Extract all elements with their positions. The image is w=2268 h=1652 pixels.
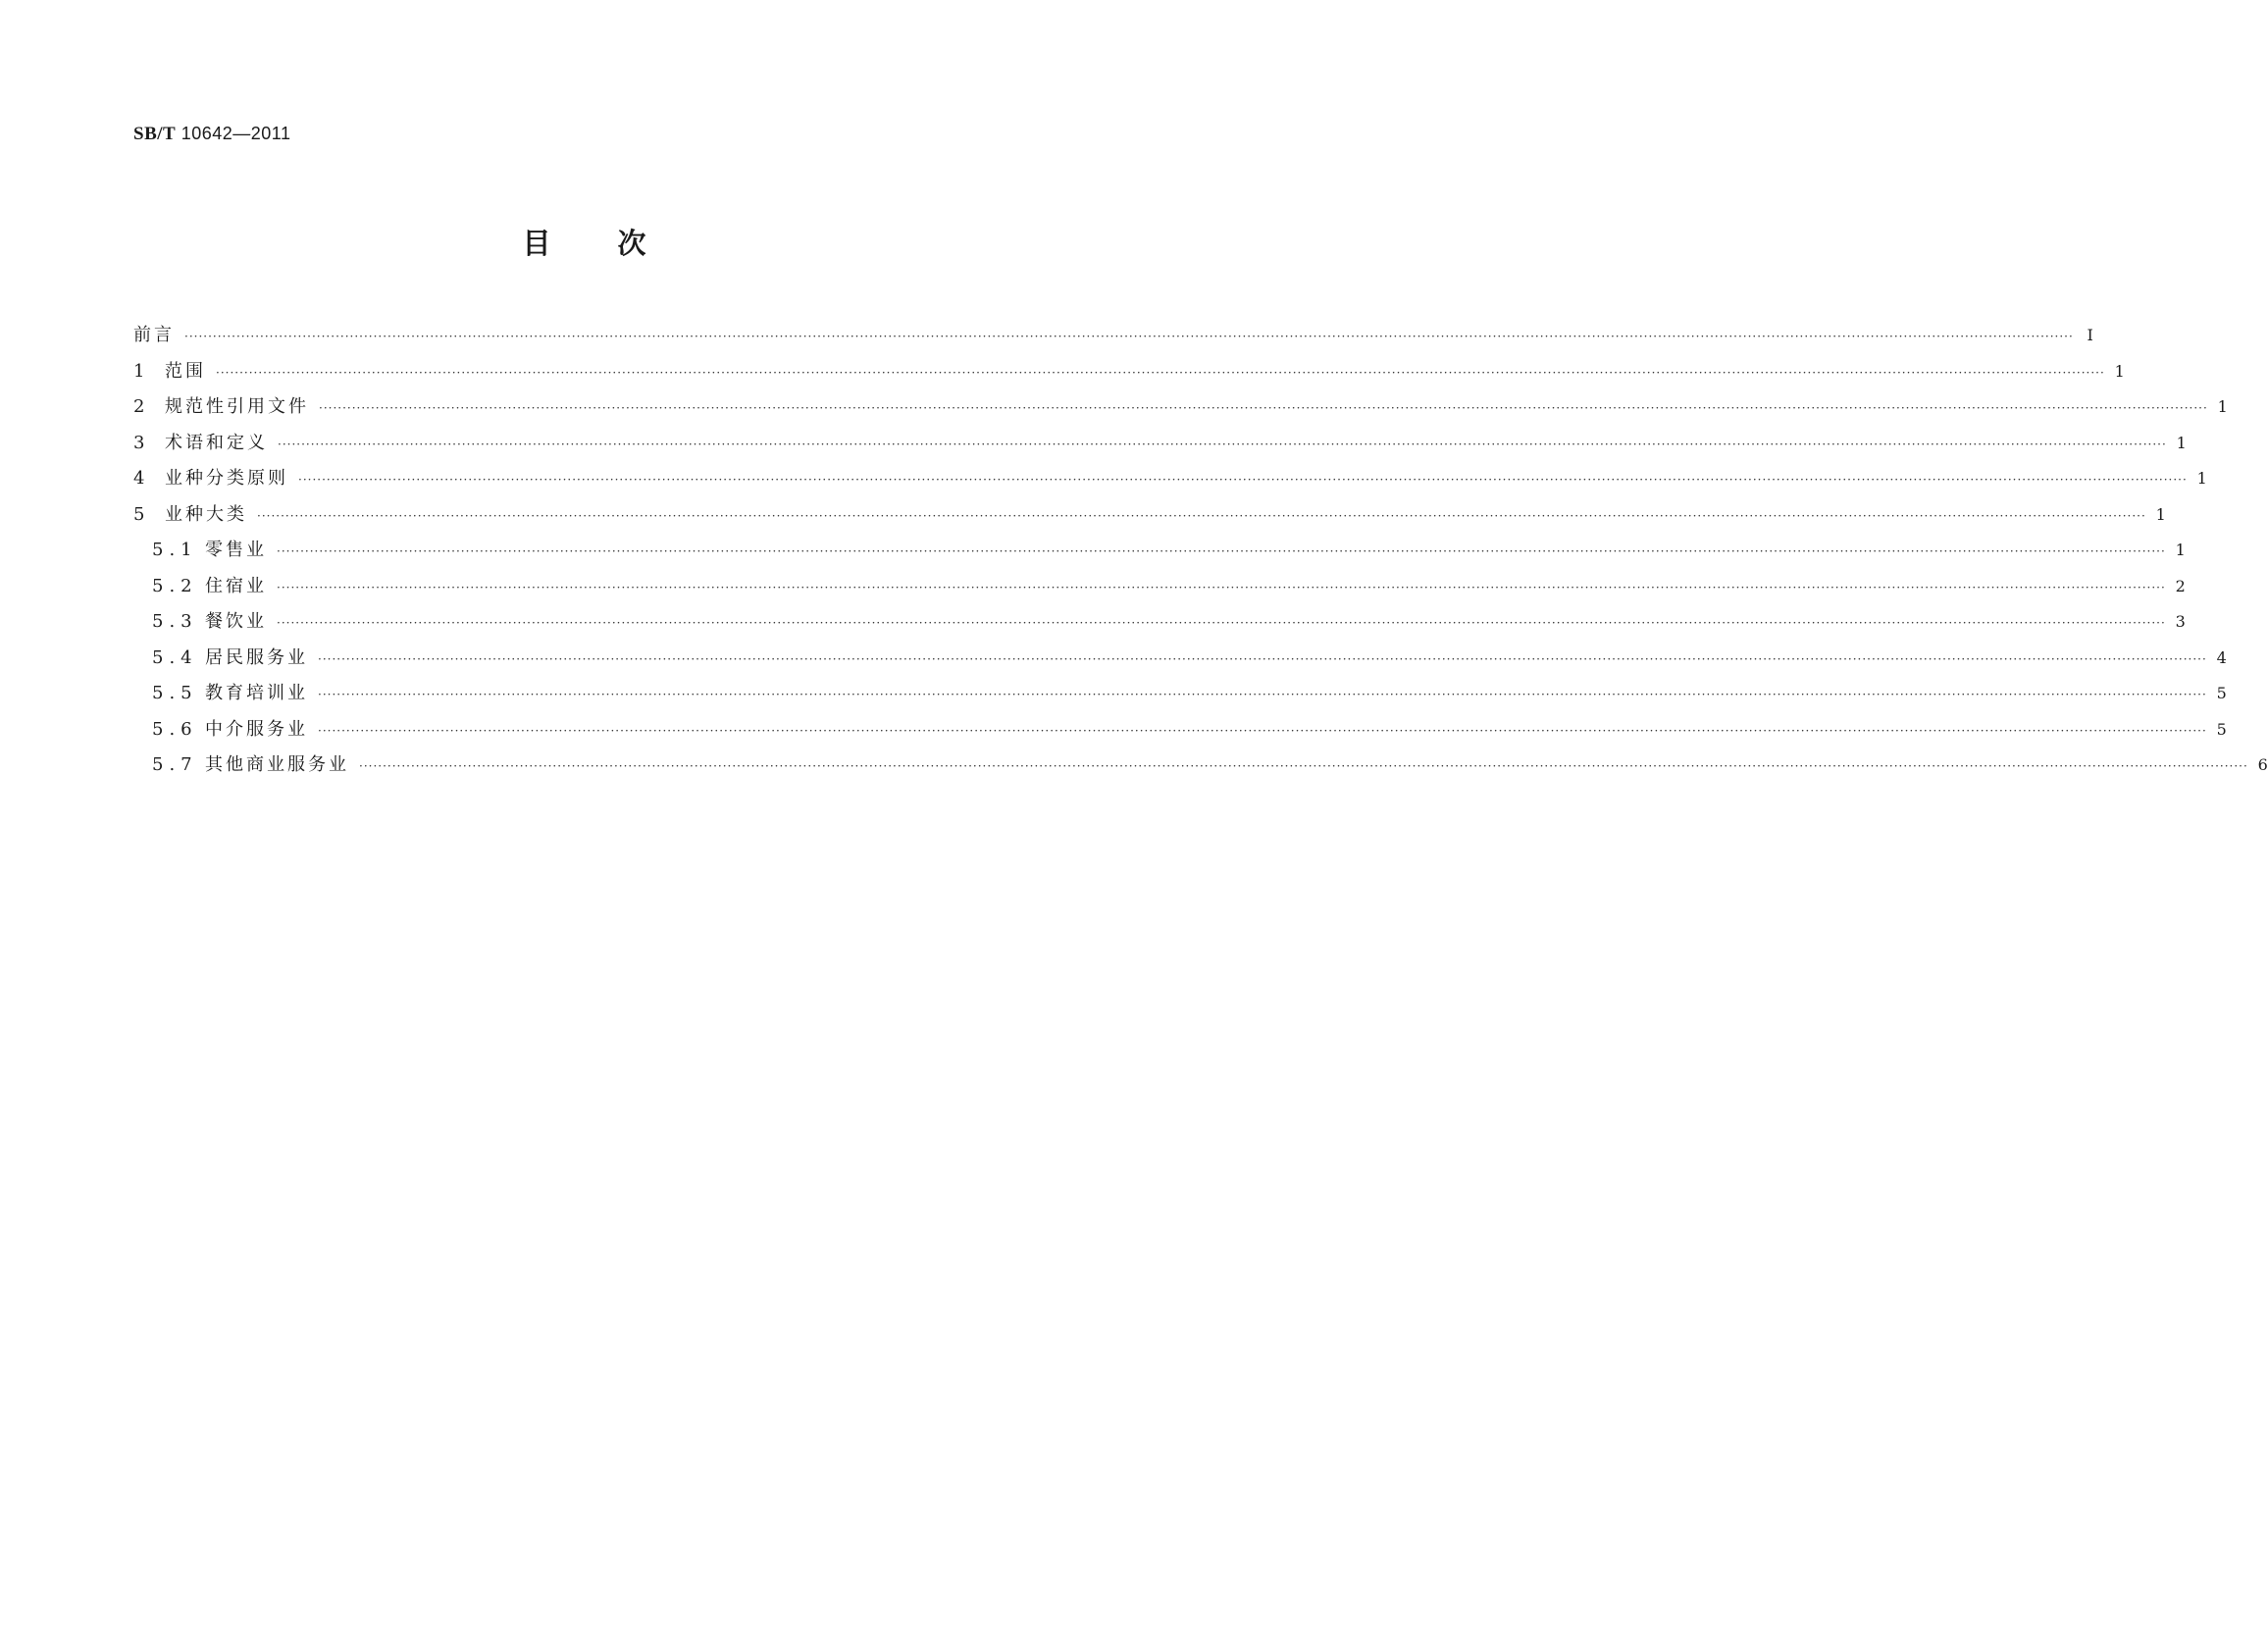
toc-entry-page: 5 — [2216, 684, 2227, 702]
toc-entry-number: 5.5 — [152, 683, 198, 703]
toc-entry-number: 5.1 — [152, 540, 198, 560]
toc-dot-leader: ················································································································································································································································································································································································································ — [359, 759, 2248, 773]
toc-dot-leader: ················································································································································································································································································································································································································ — [319, 401, 2208, 415]
toc-entry[interactable] — [133, 464, 2207, 500]
toc-entry-number: 3 — [133, 432, 147, 453]
toc-dot-leader: ················································································································································································································································································································································································································ — [298, 473, 2188, 487]
toc-entry-label: 住宿业 — [205, 575, 267, 596]
toc-dot-leader: ················································································································································································································································································································································································································ — [318, 688, 2207, 701]
toc-entry-page: 1 — [2217, 397, 2228, 416]
toc-entry-label: 中介服务业 — [205, 718, 308, 740]
toc-entry[interactable] — [133, 572, 2186, 608]
toc-dot-leader: ················································································································································································································································································································································································································ — [277, 580, 2166, 594]
document-code — [133, 124, 290, 145]
toc-entry[interactable] — [133, 715, 2227, 751]
toc-entry-label: 前言 — [133, 325, 175, 345]
toc-entry-number: 5.4 — [152, 646, 198, 668]
toc-entry[interactable] — [133, 429, 2187, 465]
toc-entry-label: 规范性引用文件 — [165, 396, 309, 417]
toc-entry-number: 5.3 — [152, 611, 198, 632]
toc-entry-page: 6 — [2257, 755, 2268, 774]
toc-dot-leader: ················································································································································································································································································································································································································ — [277, 544, 2166, 558]
toc-entry[interactable] — [133, 536, 2186, 572]
toc-entry[interactable] — [133, 750, 2268, 787]
table-of-contents — [133, 321, 2268, 787]
toc-entry-page: 5 — [2216, 719, 2227, 739]
toc-dot-leader: ················································································································································································································································································································································································································ — [318, 651, 2207, 666]
toc-dot-leader: ················································································································································································································································································································································································································ — [318, 723, 2207, 738]
toc-entry-page: 1 — [2196, 469, 2207, 488]
toc-entry-number: 5.7 — [152, 754, 198, 775]
toc-entry-page: 1 — [2175, 541, 2186, 559]
toc-entry[interactable] — [133, 644, 2227, 680]
toc-entry-page: 3 — [2175, 612, 2186, 631]
toc-entry-page: 1 — [2176, 433, 2187, 452]
toc-dot-leader: ················································································································································································································································································································································································································ — [257, 508, 2146, 523]
toc-entry-page: 2 — [2175, 576, 2186, 595]
toc-entry-number: 1 — [133, 360, 147, 382]
toc-entry-label: 零售业 — [205, 540, 267, 560]
toc-entry-number: 5.2 — [152, 575, 198, 596]
toc-entry-label: 业种分类原则 — [165, 468, 288, 489]
toc-entry-label: 范围 — [165, 360, 206, 382]
document-code-prefix: SB/T — [133, 124, 177, 144]
toc-entry-label: 餐饮业 — [205, 611, 267, 632]
toc-entry[interactable] — [133, 392, 2228, 429]
toc-entry-label: 术语和定义 — [165, 432, 268, 453]
toc-entry-page: 1 — [2155, 504, 2166, 524]
toc-dot-leader: ················································································································································································································································································································································································································ — [184, 330, 2074, 343]
toc-entry-page: 1 — [2114, 361, 2125, 381]
toc-entry-label: 其他商业服务业 — [205, 754, 349, 775]
toc-entry-label: 居民服务业 — [205, 646, 308, 668]
toc-entry-page: Ⅰ — [2087, 326, 2093, 344]
toc-entry-label: 业种大类 — [165, 503, 247, 525]
toc-entry-label: 教育培训业 — [205, 683, 308, 703]
toc-entry-page: 4 — [2216, 647, 2227, 667]
document-code-number: 10642—2011 — [180, 124, 291, 143]
toc-entry[interactable] — [133, 500, 2166, 537]
toc-title: 目次 — [522, 227, 713, 260]
toc-dot-leader: ················································································································································································································································································································································································································ — [277, 616, 2166, 630]
toc-dot-leader: ················································································································································································································································································································································································································ — [278, 437, 2167, 451]
toc-entry[interactable] — [133, 607, 2186, 644]
toc-entry-number: 4 — [133, 468, 147, 489]
toc-entry-number: 5.6 — [152, 718, 198, 740]
toc-entry-number: 2 — [133, 396, 147, 417]
toc-entry[interactable] — [133, 679, 2227, 715]
toc-dot-leader: ················································································································································································································································································································································································································ — [216, 365, 2105, 380]
toc-entry[interactable] — [133, 321, 2093, 357]
toc-entry-number: 5 — [133, 503, 147, 525]
toc-entry[interactable] — [133, 357, 2125, 393]
